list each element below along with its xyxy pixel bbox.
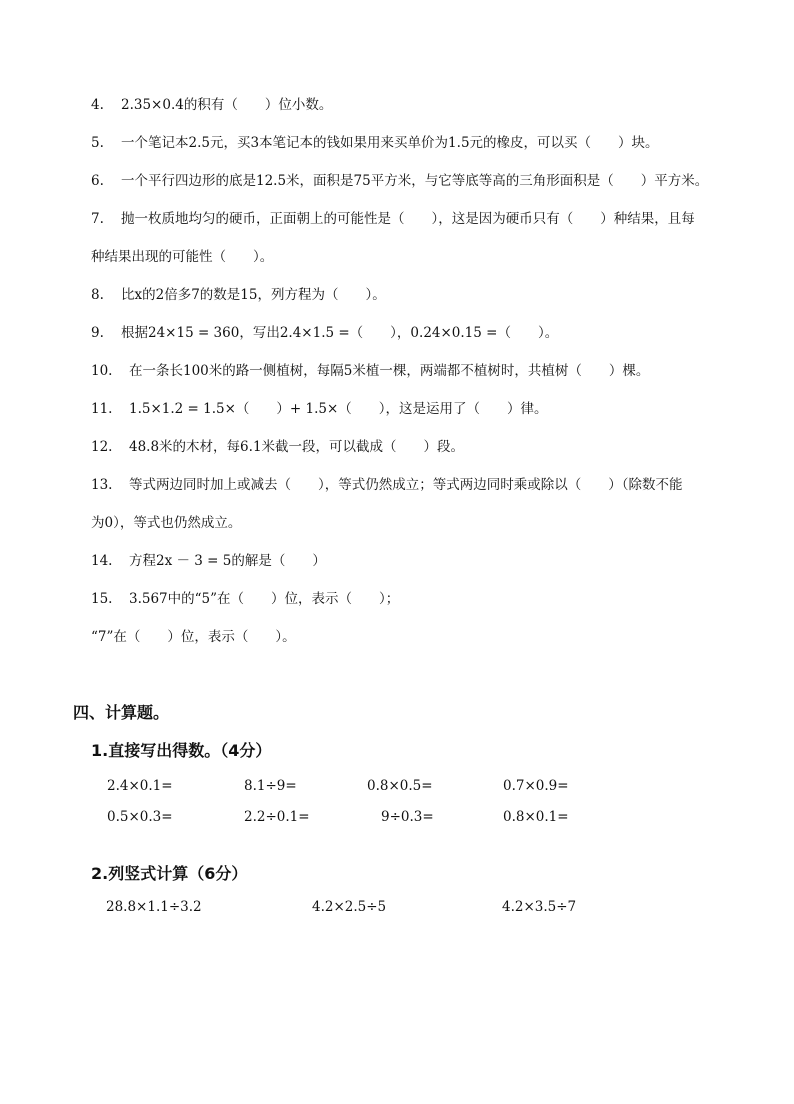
question-10 [91,362,649,380]
question-text: 48.8米的木材，每6.1米截一段，可以截成（ ）段。 [129,439,465,455]
question-number: 13. [91,477,113,493]
calc-item: 0.7×0.9= [503,778,569,794]
question-7-continuation: 种结果出现的可能性（ ）。 [91,249,274,265]
question-text: 等式两边同时加上或减去（ ），等式仍然成立；等式两边同时乘或除以（ ）（除数不能 [129,477,683,493]
question-15 [91,590,399,608]
question-text: 3.567中的“5”在（ ）位，表示（ ）； [129,591,400,607]
question-15-continuation: “7”在（ ）位，表示（ ）。 [91,629,296,645]
part2-title: 2.列竖式计算（6分） [91,864,248,883]
question-6 [91,172,708,190]
question-number: 15. [91,591,113,607]
part1-title: 1.直接写出得数。（4分） [91,741,272,760]
calc-item: 0.8×0.5= [367,778,433,794]
calc-item: 9÷0.3= [381,809,434,825]
question-number: 10. [91,363,113,379]
question-number: 12. [91,439,113,455]
question-text: 比x的2倍多7的数是15，列方程为（ ）。 [121,287,386,303]
question-13 [91,476,683,494]
calc-item: 0.5×0.3= [107,809,173,825]
question-number: 11. [91,401,113,417]
section-title: 四、计算题。 [73,703,170,722]
question-number: 6. [91,173,104,189]
question-11 [91,400,548,418]
question-number: 5. [91,135,104,151]
calc-item: 2.4×0.1= [107,778,173,794]
vertical-calc-item: 28.8×1.1÷3.2 [106,899,202,915]
question-number: 4. [91,97,104,113]
question-4 [91,96,332,114]
question-5 [91,134,659,152]
calc-item: 8.1÷9= [244,778,297,794]
question-text: 在一条长100米的路一侧植树，每隔5米植一棵，两端都不植树时，共植树（ ）棵。 [129,363,650,379]
question-number: 7. [91,211,104,227]
calc-item: 0.8×0.1= [503,809,569,825]
question-text: 一个平行四边形的底是12.5米，面积是75平方米，与它等底等高的三角形面积是（ ）平方米。 [121,173,709,189]
question-9 [91,324,558,342]
question-number: 14. [91,553,113,569]
question-13-continuation: 为0），等式也仍然成立。 [91,515,242,531]
vertical-calc-item: 4.2×2.5÷5 [312,899,387,915]
question-number: 9. [91,325,104,341]
question-text: 一个笔记本2.5元，买3本笔记本的钱如果用来买单价为1.5元的橡皮，可以买（ ）块。 [121,135,659,151]
question-text: 根据24×15 = 360，写出2.4×1.5 =（ ），0.24×0.15 =（ ）。 [121,325,559,341]
question-14 [91,552,326,570]
question-number: 8. [91,287,104,303]
question-text: 方程2x － 3 = 5的解是（ ） [129,553,326,569]
question-7 [91,210,695,228]
vertical-calc-item: 4.2×3.5÷7 [502,899,577,915]
question-text: 1.5×1.2 = 1.5×（ ）+ 1.5×（ ），这是运用了（ ）律。 [129,401,548,417]
calc-item: 2.2÷0.1= [244,809,310,825]
question-8 [91,286,386,304]
question-text: 抛一枚质地均匀的硬币，正面朝上的可能性是（ ），这是因为硬币只有（ ）种结果，且每 [121,211,695,227]
question-text: 2.35×0.4的积有（ ）位小数。 [121,97,333,113]
question-12 [91,438,464,456]
